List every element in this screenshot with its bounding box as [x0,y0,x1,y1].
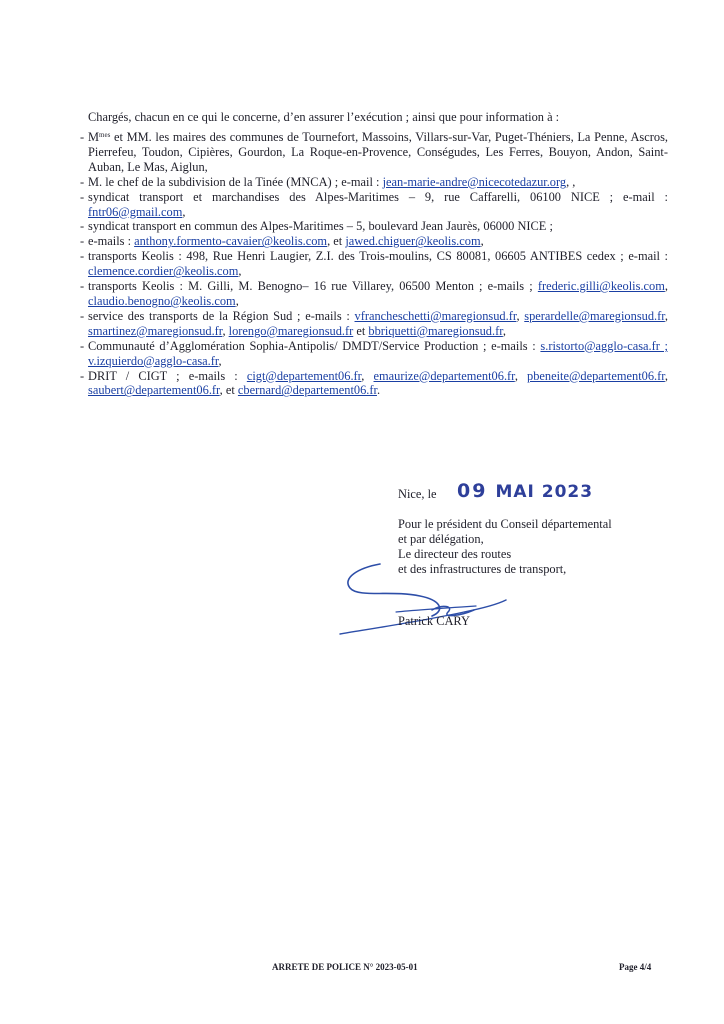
footer-page-number: Page 4/4 [619,962,652,972]
tinee-email-link[interactable]: jean-marie-andre@nicecotedazur.org [382,174,567,189]
fntr06-email-link[interactable]: fntr06@gmail.com [88,204,183,219]
gilli-email-link[interactable]: frederic.gilli@keolis.com [537,279,665,294]
list-item-mayors [80,130,668,175]
drit-sep1: , [361,368,374,383]
list-item-casa [80,339,668,369]
keolis-emails-mid: , et [327,234,346,249]
keolis-menton-after: , [235,293,239,308]
keolis-antibes-text: transports Keolis : 498, Rue Henri Laugier, Z.I. des Trois-moulins, CS 80081, 06605 ANTIBES cedex ; e-mail : [88,249,668,264]
region-sud-sep1: , [516,308,525,323]
list-item-keolis-antibes [80,249,668,279]
benogno-email-link[interactable]: claudio.benogno@keolis.com [88,293,236,308]
signature-line-2: et par délégation, [398,532,484,546]
region-sud-after: , [502,323,506,338]
list-item-syndicat-marchandises [80,190,668,220]
footer-reference: ARRETE DE POLICE N° 2023-05-01 [272,962,418,972]
intro-text: Chargés, chacun en ce qui le concerne, d’en assurer l’exécution ; ainsi que pour information à : [88,110,560,124]
list-item-tinee [80,175,668,190]
cigt-email-link[interactable]: cigt@departement06.fr [246,368,362,383]
region-sud-sep2: , [664,308,668,323]
cbernard-email-link[interactable]: cbernard@departement06.fr [237,383,377,398]
recipient-list [80,130,668,398]
tinee-after: , , [566,174,576,189]
formento-email-link[interactable]: anthony.formento-cavaier@keolis.com [134,234,328,249]
mayors-text: et MM. les maires des communes de Tournefort, Massoins, Villars-sur-Var, Puget-Théniers, La Penne, Ascros, Pierrefeu, Toudon, Cipières, Gourdon, La Roque-en-Provence, Conségudes, Les Ferres, Bouyon, Andon, Saint-Auban, Le Mas, Aiglun, [88,130,668,174]
signature-line-1: Pour le président du Conseil départemental [398,517,612,531]
keolis-antibes-after: , [238,264,242,279]
date-stamp [457,480,593,502]
martinez-email-link[interactable]: smartinez@maregionsud.fr [88,323,223,338]
region-sud-text: service des transports de la Région Sud ; e-mails : [88,308,355,323]
keolis-menton-text: transports Keolis : M. Gilli, M. Benogno– 16 rue Villarey, 06500 Menton ; e-mails ; [88,279,538,294]
signature-line-4: et des infrastructures de transport, [398,562,567,576]
ristorto-email-link[interactable]: s.ristorto@agglo-casa.fr ; [540,338,668,353]
list-item-keolis-emails [80,234,668,249]
keolis-menton-mid: , [664,279,668,294]
drit-sep4: , et [219,383,238,398]
region-sud-sep3: , [222,323,229,338]
casa-text: Communauté d’Agglomération Sophia-Antipolis/ DMDT/Service Production ; e-mails : [88,338,541,353]
drit-sep2: , [514,368,528,383]
region-sud-sep4: et [353,323,369,338]
place-date-label: Nice, le [398,487,437,501]
date-stamp-day: 09 [457,480,488,502]
lorengo-email-link[interactable]: lorengo@maregionsud.fr [228,323,354,338]
mayors-superscript: mes [99,131,111,139]
pbeneite-email-link[interactable]: pbeneite@departement06.fr [527,368,665,383]
syndicat-marchandises-text: syndicat transport et marchandises des Alpes-Maritimes – 9, rue Caffarelli, 06100 NICE ; e-mail : [88,189,668,204]
briquetti-email-link[interactable]: bbriquetti@maregionsud.fr [368,323,503,338]
drit-text: DRIT / CIGT ; e-mails : [88,368,247,383]
list-item-region-sud [80,309,668,339]
francheschetti-email-link[interactable]: vfrancheschetti@maregionsud.fr [354,308,517,323]
list-item-syndicat-commun [80,219,668,234]
syndicat-marchandises-after: , [182,204,186,219]
drit-sep3: , [664,368,668,383]
saubert-email-link[interactable]: saubert@departement06.fr [88,383,220,398]
mayors-prefix: M [88,130,100,144]
syndicat-commun-text: syndicat transport en commun des Alpes-Maritimes – 5, boulevard Jean Jaurès, 06000 NICE ; [88,219,553,234]
izquierdo-email-link[interactable]: v.izquierdo@agglo-casa.fr [88,353,219,368]
signature-line-3: Le directeur des routes [398,547,512,561]
keolis-emails-after: , [480,234,484,249]
keolis-emails-text: e-mails : [88,234,135,249]
list-item-keolis-menton [80,279,668,309]
emaurize-email-link[interactable]: emaurize@departement06.fr [373,368,515,383]
date-stamp-month-year: MAI 2023 [495,482,594,502]
chiguer-email-link[interactable]: jawed.chiguer@keolis.com [345,234,481,249]
tinee-text: M. le chef de la subdivision de la Tinée (MNCA) ; e-mail : [88,174,383,189]
cordier-email-link[interactable]: clemence.cordier@keolis.com [88,264,239,279]
list-item-drit [80,369,668,399]
drit-after: . [376,383,381,398]
perardelle-email-link[interactable]: sperardelle@maregionsud.fr [524,308,665,323]
signer-name: Patrick CARY [398,614,470,628]
casa-after: , [218,353,222,368]
